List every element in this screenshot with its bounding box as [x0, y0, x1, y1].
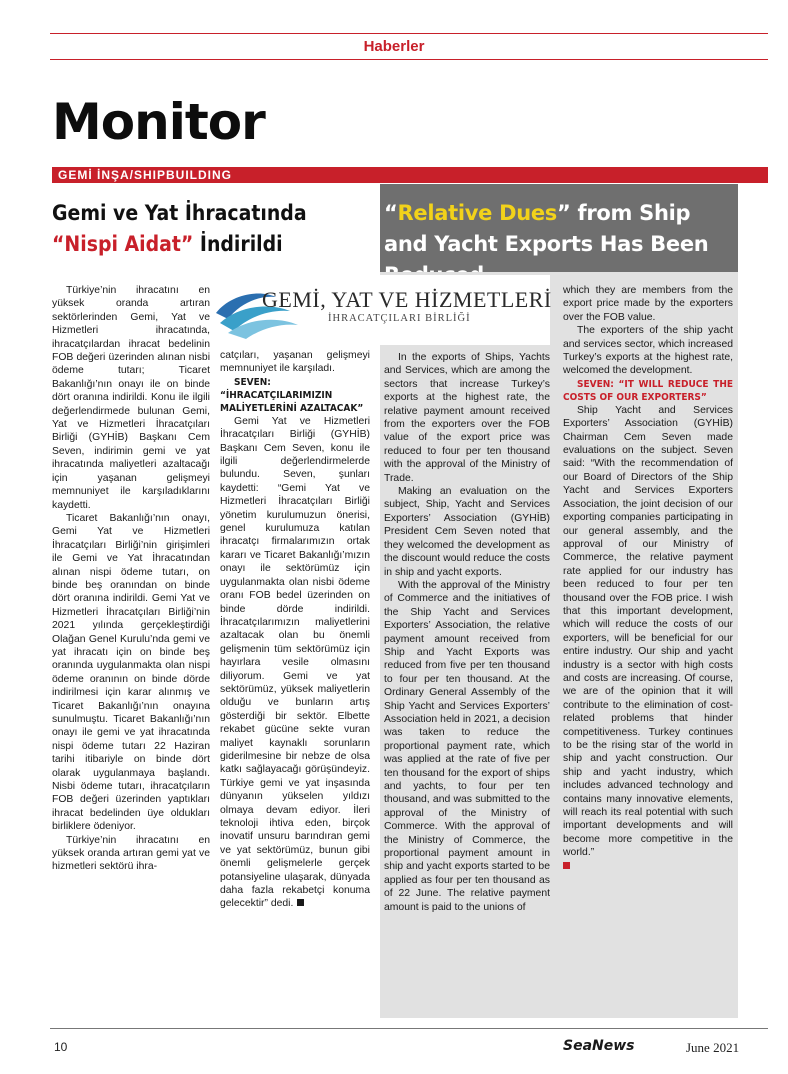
headline-tr-line1: Gemi ve Yat İhracatında — [52, 201, 307, 225]
col3-paragraph: Making an evaluation on the subject, Ship, Yacht and Services Exporters’ Association (GYHİB) President Cem Seven noted that they welcomed the development as the discount would reduce the costs in ship and yacht exports. — [384, 486, 550, 578]
col2-intro: catçıları, yaşanan gelişmeyi memnuniyet ile karşıladı. — [220, 350, 370, 375]
headline-tr-line2 — [52, 229, 372, 260]
footer-date: June 2021 — [686, 1040, 740, 1055]
page-number: 10 — [54, 1040, 68, 1054]
col2-subhead: SEVEN: “İHRACATÇILARIMIZIN MALİYETLERİNİ AZALTACAK” — [220, 376, 364, 414]
col2-body-text: Gemi Yat ve Hizmetleri İhracatçıları Birliği (GYHİB) Başkanı Cem Seven, konu ile ilgili değerlendirmelerde bulundu. Seven, şunları kaydetti: “Gemi Yat ve Hizmetleri İhracatçıları Birliği yönetim kurulumuzun önerisi, genel kurulumuza katılan ihracatçı firmalarımızın ortak kararı ve Ticaret Bakanlığı’mızın onayı ile sektörümüz için uygulanmakta olan nisbi ödeme oranı FOB bedel üzerinden on binde dörde indirildi. İhracatçılarımızın maliyetlerini azaltacak olan bu önemli gelişmenin tüm sektörümüz için hayırlara vesile olmasını diliyorum. Gemi ve yat sektörümüz, yüksek maliyetlerin olduğu ve bunların artış gösterdiği bir sektör. Elbette rekabet gücüne sekte vuran maliyet kaynaklı sorunların giderilmesine bir nebze de olsa katkı sağlayacağı görüşündeyiz. Türkiye gemi ve yat inşasında dünyanın yükselen yıldızı olmaya devam ediyor. İleri teknoloji ihtiva eden, birçok inovatif unsuru barındıran gemi ve yat sektörümüz, bunun gibi önemli gelişmelerle gerçek potansiyeline ulaşarak, dünyada daha fazla rekabetçi konuma gelecektir” dedi. — [220, 415, 370, 910]
footer-rule — [50, 1028, 768, 1029]
headline-en-highlight: Relative Dues — [397, 201, 558, 225]
col1-paragraph: Türkiye’nin ihracatını en yüksek oranda artıran gemi yat ve hizmetleri sektörü ihra- — [52, 834, 210, 873]
footer-brand-logo: SeaNews — [563, 1038, 635, 1054]
col2-body — [220, 415, 370, 911]
logo-sub-text: İHRACATÇILARI BİRLİĞİ — [328, 313, 471, 324]
col4-subhead: SEVEN: “IT WILL REDUCE THE COSTS OF OUR EXPORTERS” — [563, 378, 733, 403]
end-mark-icon — [297, 899, 304, 906]
col4-paragraph: The exporters of the ship yacht and services sector, which increased Turkey’s exports at the highest rate, welcomed the development. — [563, 325, 733, 377]
category-label: GEMİ İNŞA/SHIPBUILDING — [58, 168, 233, 182]
association-logo — [210, 275, 550, 345]
col1-paragraph: Türkiye’nin ihracatını en yüksek oranda artıran sektörlerinden Gemi, Yat ve Hizmetleri ihracatında, ihracatçılardan ihracat bedelinin FOB değeri üzerinden alınan nisbi ödeme tutarı; Ticaret Bakanlığı’nın onayı ile on binde dört oranına indirildi. Konu ile ilgili değerlendirmede bulunan Gemi, Yat ve Hizmetleri İhracatçıları Birliği (GYHİB) Başkanı Cem Seven, indirimin gemi ve yat ihracatında maliyetleri azaltacağı için yaşanan gelişmeyi memnuniyet ile karşıladıklarını kaydetti. — [52, 285, 210, 511]
headline-en-quote-open: “ — [384, 201, 398, 225]
end-mark-icon — [563, 862, 570, 869]
page-title: Monitor — [52, 93, 265, 151]
headline-tr-rest: İndirildi — [193, 232, 283, 256]
col4-intro: which they are members from the export price made by the exporters over the FOB value. — [563, 285, 733, 323]
top-rule — [50, 33, 768, 34]
headline-turkish — [52, 198, 372, 260]
col4-endmark — [563, 860, 733, 873]
turkish-column-1 — [52, 284, 210, 874]
headline-tr-quote: “Nispi Aidat” — [52, 232, 194, 256]
headline-en-quote-close: ” — [557, 201, 571, 225]
top-rule-lower — [50, 59, 768, 60]
col3-paragraph: With the approval of the Ministry of Commerce and the initiatives of the Ship Yacht and Services Exporters’ Association, the relative payment amount received from Ship and Yacht Exports was reduced from five per ten thousand to four per ten thousand. At the Ordinary General Assembly of the Ship Yacht and Services Exporters’ Association held in 2021, a decision was taken to reduce the proportional payment rate, which was applied at the rate of five per ten thousand for the export of ships and yachts, to four per ten thousand, and was submitted to the approval of the Ministry of Commerce. With the approval of the Ministry of Commerce, the proportional payment amount in ship and yacht exports started to be applied as four per ten thousand as of 22 June. The relative payment amount is paid to the unions of — [384, 579, 550, 913]
turkish-column-2 — [220, 349, 370, 911]
section-label: Haberler — [363, 38, 425, 55]
headline-en-rest: from Ship and Yacht Exports Has Been — [384, 201, 709, 256]
col3-paragraph: In the exports of Ships, Yachts and Services, which are among the sectors that increase Turkey’s exports at the highest rate, the relative payment amount received from the exporters over the FOB value of the export price was reduced to four per ten thousand with the approval of the Ministry of Trade. — [384, 352, 550, 484]
col1-paragraph: Ticaret Bakanlığı’nın onayı, Gemi Yat ve Hizmetleri İhracatçıları Birliği’nin girişimleri ile Gemi ve Yat İhracatından alınan nispi ödeme tutarı, on binde beş oranından on binde dört oranına indirildi. Gemi Yat ve Hizmetleri İhracatçıları Birliği’nin 2021 yılında gerçekleştirdiği Olağan Genel Kurulu’nda gemi ve yat ihracatı için on binde beş oranında uygulanmakta olan nispi ödeme oranının on binde dörde indirilmesi için karar alınmış ve Ticaret Bakanlığı’nın onayına sunulmuştu. Ticaret Bakanlığı’nın onayı ile gemi ve yat ihracatında nispi ödeme tutarı 22 Haziran tarihi itibariyle on binde dört olarak uygulanmaya başlandı. Nisbi ödeme tutarı, ihracatçıların FOB değeri üzerinden yaptıkları ihracat bedelinden üye oldukları birliklere ödeniyor. — [52, 512, 210, 833]
col4-body: Ship Yacht and Services Exporters’ Association (GYHİB) Chairman Cem Seven made evaluations on the subject. Seven said: “With the recommendation of our Board of Directors of the Ship Yacht and Services Exporters Association, the joint decision of our exporting companies participating in our general assembly, and the approval of our Ministry of Commerce, the relative payment rate applied for our industry has been reduced to four per ten thousand over the FOB price. I wish that this important development, which will reduce the costs of our exporters, will be beneficial for our entire industry. Our ship and yacht industry is a sector with high costs and costs are increasing. Of course, we are of the opinion that it will contribute to the elimination of cost-related problems that hinder competitiveness. Turkey continues to be the rising star of the world in ship and yacht construction. Our ship and yacht industry, which includes advanced technology and contains many innovative elements, will reach its real potential with such important developments and will become more competitive in the world.” — [563, 404, 733, 859]
english-column-1 — [384, 351, 550, 914]
logo-main-text: GEMİ, YAT VE HİZMETLERİ — [262, 287, 552, 312]
english-column-2 — [563, 284, 733, 873]
